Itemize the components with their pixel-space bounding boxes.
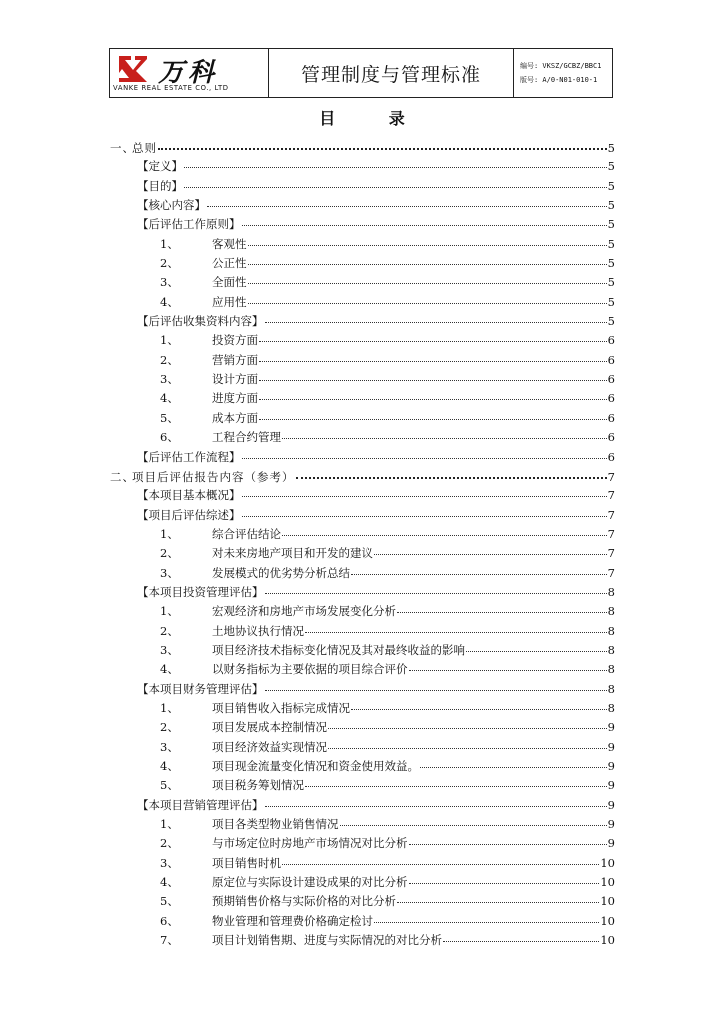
logo-chinese-text: 万科 (158, 58, 219, 88)
toc-leader-dots (328, 715, 607, 729)
toc-entry-title (160, 622, 304, 641)
toc-page-number: 6 (607, 430, 615, 445)
toc-page-number: 9 (607, 836, 615, 851)
toc-page-number: 10 (600, 913, 615, 928)
toc-entry[interactable] (110, 930, 615, 949)
toc-entry-title (160, 931, 442, 950)
toc-entry-text: 项目经济效益实现情况 (212, 739, 327, 754)
toc-entry-number: 3、 (160, 275, 179, 290)
toc-entry-title (160, 544, 373, 563)
toc-leader-dots (184, 154, 607, 168)
toc-entry-title (160, 699, 350, 718)
toc-page-number: 6 (607, 391, 615, 406)
toc-entry-text: 物业管理和管理费价格确定检讨 (212, 913, 373, 928)
toc-entry-text: 项目各类型物业销售情况 (212, 817, 339, 832)
toc-entry-text: 公正性 (212, 256, 247, 271)
toc-entry-number: 1、 (160, 700, 179, 715)
toc-entry-text: 【后评估工作流程】 (137, 449, 241, 464)
toc-page-number: 9 (607, 797, 615, 812)
toc-entry-title (137, 506, 241, 525)
toc-leader-dots (409, 870, 600, 884)
toc-page-number: 8 (607, 642, 615, 657)
toc-leader-dots (409, 657, 607, 671)
toc-entry-text: 【后评估工作原则】 (137, 217, 241, 232)
toc-entry-title (137, 215, 241, 234)
toc-page-number: 5 (607, 256, 615, 271)
toc-entry-text: 【后评估收集资料内容】 (137, 314, 264, 329)
toc-page-number: 6 (607, 372, 615, 387)
toc-leader-dots (282, 851, 599, 865)
toc-entry-number: 1、 (160, 333, 179, 348)
toc-entry-title (160, 351, 258, 370)
toc-leader-dots (374, 541, 607, 555)
toc-entry-title (160, 254, 247, 273)
toc-entry-number: 7、 (160, 933, 179, 948)
toc-heading: 目 录 (319, 109, 429, 128)
toc-leader-dots (305, 773, 607, 787)
toc-leader-dots (259, 328, 607, 342)
toc-leader-dots (265, 309, 607, 323)
toc-page-number: 7 (607, 507, 615, 522)
toc-page-number: 8 (607, 584, 615, 599)
toc-leader-dots (248, 232, 607, 246)
table-of-contents (110, 137, 615, 949)
toc-entry-text: 对未来房地产项目和开发的建议 (212, 546, 373, 561)
toc-entry-number: 6、 (160, 913, 179, 928)
toc-entry-text: 【项目后评估综述】 (137, 507, 241, 522)
toc-page-number: 8 (607, 681, 615, 696)
toc-entry-text: 以财务指标为主要依据的项目综合评价 (212, 662, 408, 677)
toc-entry-text: 全面性 (212, 275, 247, 290)
toc-leader-dots (265, 677, 607, 691)
toc-page-number: 9 (607, 759, 615, 773)
toc-entry-title (160, 331, 258, 350)
toc-page-number: 7 (607, 546, 615, 561)
toc-page-number: 7 (607, 526, 615, 541)
toc-entry-text: 项目现金流量变化情况和资金使用效益。 (212, 759, 419, 773)
logo-english-text: VANKE REAL ESTATE CO., LTD (113, 84, 229, 92)
toc-page-number: 6 (607, 449, 615, 464)
toc-entry-number: 3、 (160, 372, 179, 387)
document-code: 编号: VKSZ/GCBZ/BBC1 (520, 62, 602, 70)
toc-entry-title (160, 892, 396, 911)
toc-entry-number: 2、 (160, 352, 179, 367)
toc-page-number: 6 (607, 333, 615, 348)
toc-page-number: 5 (607, 141, 615, 155)
toc-leader-dots (259, 348, 607, 362)
toc-entry-number: 5、 (160, 778, 179, 793)
toc-leader-dots (248, 251, 607, 265)
toc-entry-text: 项目后评估报告内容（参考） (132, 469, 295, 484)
toc-entry-text: 设计方面 (212, 372, 258, 387)
toc-entry-number: 4、 (160, 294, 179, 309)
toc-entry-text: 营销方面 (212, 352, 258, 367)
toc-entry-title (137, 796, 264, 815)
toc-entry-number: 2、 (160, 256, 179, 271)
toc-page-number: 6 (607, 410, 615, 425)
toc-page-number: 10 (600, 875, 615, 890)
toc-page-number: 5 (607, 236, 615, 251)
toc-entry-text: 应用性 (212, 294, 247, 309)
toc-page-number: 7 (607, 565, 615, 580)
toc-leader-dots (248, 270, 607, 284)
toc-leader-dots (242, 483, 607, 497)
toc-page-number: 5 (607, 178, 615, 193)
toc-entry-text: 与市场定位时房地产市场情况对比分析 (212, 836, 408, 851)
toc-leader-dots (265, 793, 607, 807)
header-codes (514, 49, 612, 97)
toc-entry-text: 项目计划销售期、进度与实际情况的对比分析 (212, 933, 442, 948)
toc-page-number: 9 (607, 739, 615, 754)
toc-entry-title (160, 873, 408, 892)
toc-leader-dots (409, 831, 607, 845)
toc-entry-number: 2、 (160, 623, 179, 638)
toc-page-number: 10 (600, 933, 615, 948)
toc-entry-text: 项目销售收入指标完成情况 (212, 700, 350, 715)
toc-entry-number: 2、 (160, 720, 179, 735)
toc-entry-number: 2、 (160, 836, 179, 851)
toc-leader-dots (328, 735, 607, 749)
toc-leader-dots (374, 909, 599, 923)
toc-entry-number: 1、 (160, 817, 179, 832)
toc-page-number: 5 (607, 159, 615, 174)
toc-entry-title (160, 293, 247, 312)
toc-entry-title (137, 583, 264, 602)
toc-entry-number: 二、 (110, 469, 135, 484)
toc-leader-dots (282, 425, 607, 439)
toc-entry-text: 【本项目财务管理评估】 (137, 681, 264, 696)
toc-entry-title (160, 525, 281, 544)
version-code: 版号: A/0-N01-010-1 (520, 76, 598, 84)
toc-leader-dots (265, 580, 607, 594)
toc-leader-dots (340, 812, 607, 826)
toc-page-number: 8 (607, 662, 615, 677)
toc-entry-text: 总则 (132, 141, 157, 155)
toc-entry-title (160, 370, 258, 389)
toc-leader-dots (248, 290, 607, 304)
toc-entry-title (160, 854, 281, 873)
toc-entry-text: 【定义】 (137, 159, 183, 174)
toc-entry-text: 【本项目基本概况】 (137, 488, 241, 503)
toc-page-number: 5 (607, 275, 615, 290)
toc-entry-title (160, 235, 247, 254)
toc-entry-text: 投资方面 (212, 333, 258, 348)
toc-entry-number: 4、 (160, 391, 179, 406)
toc-entry-number: 一、 (110, 141, 135, 155)
toc-page-number: 5 (607, 294, 615, 309)
toc-entry-title (137, 196, 206, 215)
toc-entry-number: 3、 (160, 565, 179, 580)
toc-leader-dots (242, 503, 607, 517)
document-header (109, 48, 613, 98)
toc-entry-number: 2、 (160, 546, 179, 561)
toc-entry-title (137, 448, 241, 467)
toc-entry-text: 综合评估结论 (212, 526, 281, 541)
toc-entry-text: 【本项目投资管理评估】 (137, 584, 264, 599)
toc-page-number: 5 (607, 314, 615, 329)
toc-entry-text: 项目税务筹划情况 (212, 778, 304, 793)
toc-entry-title (137, 312, 264, 331)
toc-leader-dots (282, 522, 607, 536)
toc-entry-number: 4、 (160, 875, 179, 890)
toc-leader-dots (259, 386, 607, 400)
toc-page-number: 8 (607, 604, 615, 619)
toc-page-number: 5 (607, 198, 615, 213)
toc-entry-text: 宏观经济和房地产市场发展变化分析 (212, 604, 396, 619)
toc-page-number: 9 (607, 778, 615, 793)
toc-leader-dots (207, 193, 607, 207)
toc-entry-text: 工程合约管理 (212, 430, 281, 445)
toc-entry-title (160, 718, 327, 737)
toc-entry-number: 3、 (160, 855, 179, 870)
toc-page-number: 8 (607, 623, 615, 638)
toc-page-number: 9 (607, 817, 615, 832)
toc-leader-dots (351, 696, 607, 710)
toc-entry-number: 4、 (160, 662, 179, 677)
toc-entry-title (137, 680, 264, 699)
toc-entry-text: 土地协议执行情况 (212, 623, 304, 638)
toc-page-number: 6 (607, 352, 615, 367)
toc-leader-dots (242, 212, 607, 226)
toc-entry-text: 【目的】 (137, 178, 183, 193)
toc-entry-text: 项目发展成本控制情况 (212, 720, 327, 735)
toc-entry-text: 客观性 (212, 236, 247, 251)
toc-entry-text: 成本方面 (212, 410, 258, 425)
toc-leader-dots (420, 754, 607, 768)
toc-page-number: 10 (600, 855, 615, 870)
toc-entry-number: 3、 (160, 739, 179, 754)
toc-entry-number: 4、 (160, 759, 179, 773)
toc-leader-dots (259, 406, 607, 420)
toc-entry-title (160, 273, 247, 292)
toc-entry-number: 5、 (160, 894, 179, 909)
toc-page-number: 8 (607, 700, 615, 715)
toc-entry-title (160, 912, 373, 931)
toc-page-number: 7 (607, 469, 615, 484)
toc-entry-title (137, 177, 183, 196)
toc-entry-text: 原定位与实际设计建设成果的对比分析 (212, 875, 408, 890)
toc-leader-dots (397, 889, 599, 903)
toc-entry-text: 发展模式的优劣势分析总结 (212, 565, 350, 580)
header-title: 管理制度与管理标准 (269, 49, 514, 97)
toc-page-number: 10 (600, 894, 615, 909)
company-logo (110, 49, 269, 97)
toc-entry-number: 6、 (160, 430, 179, 445)
toc-leader-dots (397, 599, 607, 613)
toc-leader-dots (305, 619, 607, 633)
vanke-logo-icon (118, 55, 148, 83)
toc-leader-dots (158, 135, 607, 150)
toc-entry-text: 进度方面 (212, 391, 258, 406)
toc-page-number: 5 (607, 217, 615, 232)
toc-page-number: 7 (607, 488, 615, 503)
toc-page-number: 9 (607, 720, 615, 735)
toc-entry-text: 预期销售价格与实际价格的对比分析 (212, 894, 396, 909)
toc-leader-dots (296, 464, 607, 479)
toc-leader-dots (443, 928, 599, 942)
toc-leader-dots (184, 174, 607, 188)
toc-entry-title (160, 409, 258, 428)
toc-leader-dots (242, 445, 607, 459)
toc-entry-title (137, 486, 241, 505)
toc-entry-number: 1、 (160, 604, 179, 619)
toc-entry-text: 项目经济技术指标变化情况及其对最终收益的影响 (212, 642, 465, 657)
toc-entry-number: 1、 (160, 526, 179, 541)
toc-entry-title (160, 738, 327, 757)
toc-entry-number: 1、 (160, 236, 179, 251)
toc-entry-text: 【本项目营销管理评估】 (137, 797, 264, 812)
toc-entry-title (137, 157, 183, 176)
toc-leader-dots (351, 561, 607, 575)
toc-entry-number: 5、 (160, 410, 179, 425)
toc-entry-text: 【核心内容】 (137, 198, 206, 213)
toc-entry-title (160, 389, 258, 408)
toc-entry-text: 项目销售时机 (212, 855, 281, 870)
toc-leader-dots (466, 638, 607, 652)
toc-leader-dots (259, 367, 607, 381)
toc-entry-number: 3、 (160, 642, 179, 657)
toc-entry-title (160, 815, 339, 834)
